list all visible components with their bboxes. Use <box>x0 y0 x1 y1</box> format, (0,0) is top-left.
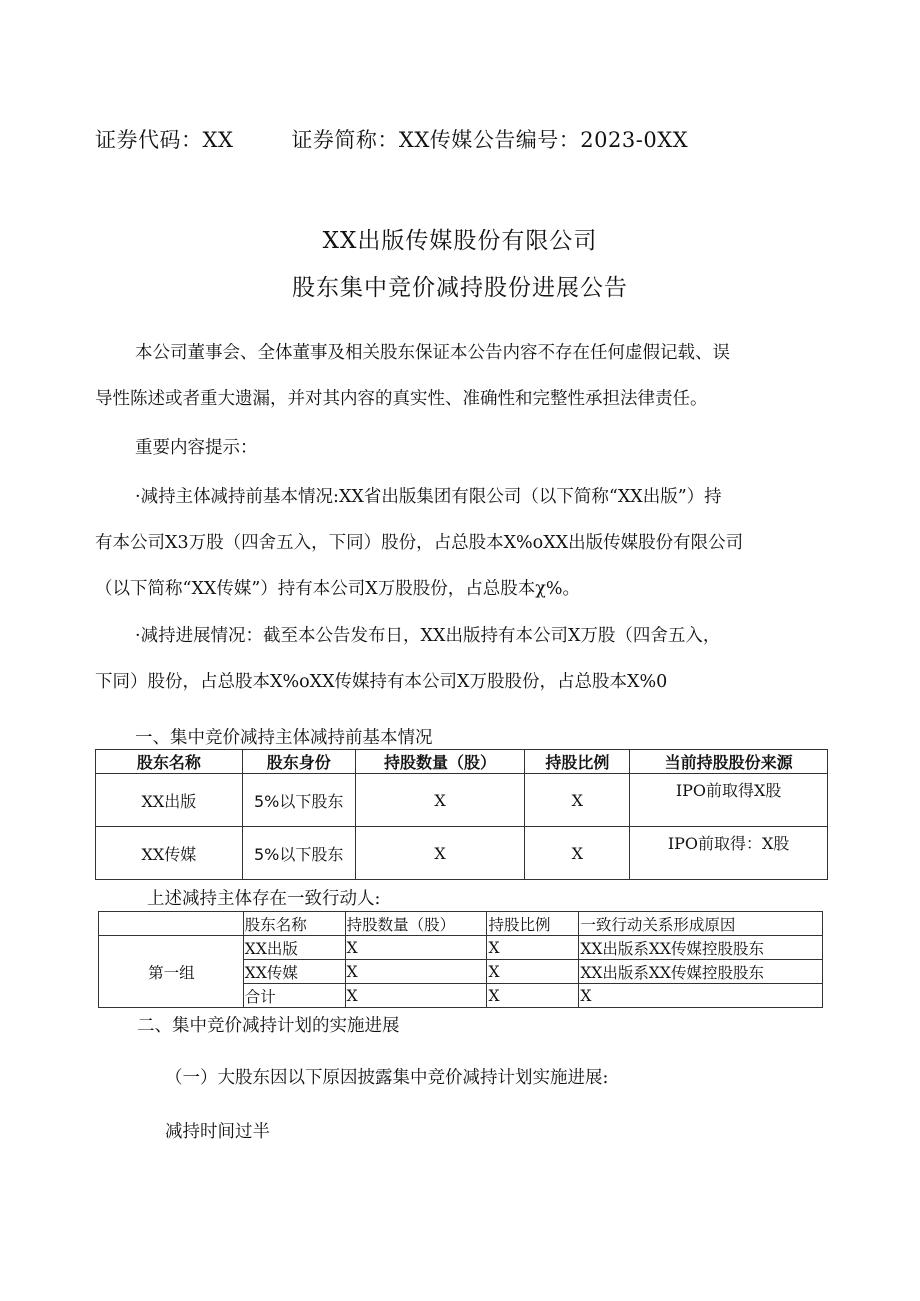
bullet1-line-3: （以下简称“XX传媒”）持有本公司X万股股份，占总股本χ%。 <box>95 579 580 599</box>
cell-quantity: X <box>345 984 487 1008</box>
section1-heading: 一、集中竞价减持主体减持前基本情况 <box>135 728 433 748</box>
group-label: 第一组 <box>99 936 244 1008</box>
cell-ratio: X <box>487 960 579 984</box>
shareholder-table <box>95 749 828 880</box>
notice-number: 公告编号：2023-0XX <box>472 128 689 152</box>
cell-name: 合计 <box>243 984 345 1008</box>
section2-reason: 减持时间过半 <box>165 1122 270 1142</box>
cell-quantity: X <box>345 960 487 984</box>
cell-name: XX传媒 <box>243 960 345 984</box>
cell-quantity: X <box>355 774 525 827</box>
concert-header-empty <box>99 912 244 936</box>
header-line <box>95 124 688 154</box>
cell-name: XX出版 <box>96 774 243 827</box>
cell-ratio: X <box>525 774 630 827</box>
concert-header-ratio: 持股比例 <box>487 912 579 936</box>
cell-name: XX出版 <box>243 936 345 960</box>
section2-sub-heading: （一）大股东因以下原因披露集中竞价减持计划实施进展: <box>165 1068 609 1088</box>
cell-quantity: X <box>345 936 487 960</box>
security-short-name: 证券简称：XX传媒 <box>291 128 473 152</box>
col-header-ratio: 持股比例 <box>525 750 630 774</box>
table-row <box>99 936 823 960</box>
section2-heading: 二、集中竞价减持计划的实施进展 <box>137 1016 400 1036</box>
company-title: XX出版传媒股份有限公司 <box>322 228 598 254</box>
cell-name: XX传媒 <box>96 827 243 880</box>
statement-line-2: 导性陈述或者重大遗漏，并对其内容的真实性、准确性和完整性承担法律责任。 <box>95 389 708 409</box>
concert-header-name: 股东名称 <box>243 912 345 936</box>
bullet2-line-2: 下同）股份，占总股本X%oXX传媒持有本公司X万股股份，占总股本X%0 <box>95 672 668 692</box>
col-header-name: 股东名称 <box>96 750 243 774</box>
cell-reason: XX出版系XX传媒控股股东 <box>579 960 823 984</box>
cell-source: IPO前取得X股 <box>630 774 828 827</box>
concert-header-quantity: 持股数量（股） <box>345 912 487 936</box>
concert-table-header <box>99 912 823 936</box>
bullet2-line-1: ·减持进展情况：截至本公告发布日，XX出版持有本公司X万股（四舍五入， <box>135 626 721 646</box>
statement-line-1: 本公司董事会、全体董事及相关股东保证本公告内容不存在任何虚假记载、误 <box>135 343 730 363</box>
notice-title: 股东集中竞价减持股份进展公告 <box>292 275 628 301</box>
col-header-source: 当前持股股份来源 <box>630 750 828 774</box>
cell-identity: 5%以下股东 <box>242 827 355 880</box>
cell-source: IPO前取得：X股 <box>630 827 828 880</box>
cell-ratio: X <box>487 936 579 960</box>
cell-identity: 5%以下股东 <box>242 774 355 827</box>
highlights-label: 重要内容提示： <box>135 438 258 458</box>
col-header-quantity: 持股数量（股） <box>355 750 525 774</box>
bullet1-line-2: 有本公司X3万股（四舍五入，下同）股份，占总股本X%oXX出版传媒股份有限公司 <box>95 533 744 553</box>
cell-quantity: X <box>355 827 525 880</box>
cell-reason: XX出版系XX传媒控股股东 <box>579 936 823 960</box>
security-code: 证券代码：XX <box>95 128 234 152</box>
concert-label: 上述减持主体存在一致行动人: <box>147 889 381 909</box>
bullet1-line-1: ·减持主体减持前基本情况:XX省出版集团有限公司（以下简称“XX出版”）持 <box>135 487 722 507</box>
table-row <box>96 827 828 880</box>
concert-header-reason: 一致行动关系形成原因 <box>579 912 823 936</box>
shareholder-table-header <box>96 750 828 774</box>
col-header-identity: 股东身份 <box>242 750 355 774</box>
cell-reason: X <box>579 984 823 1008</box>
cell-ratio: X <box>525 827 630 880</box>
table-row <box>96 774 828 827</box>
cell-ratio: X <box>487 984 579 1008</box>
concert-table <box>98 911 823 1008</box>
